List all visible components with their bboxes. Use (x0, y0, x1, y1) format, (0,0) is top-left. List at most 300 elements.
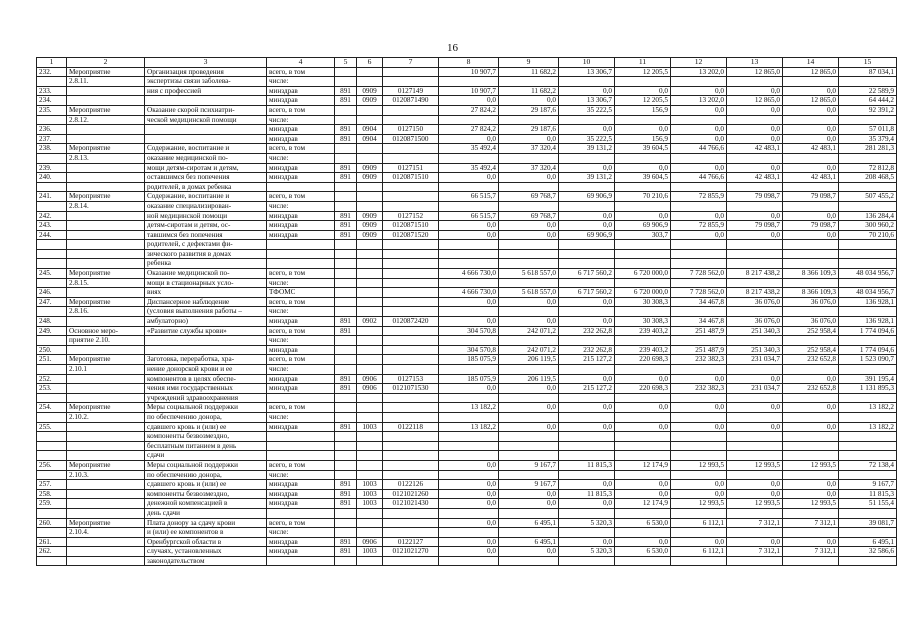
target-code-cell (383, 470, 439, 480)
year-amount-cell (559, 77, 615, 87)
target-code-cell: 0120871510 (383, 221, 439, 231)
year-amount-cell: 232 382,3 (671, 355, 727, 365)
target-code-cell: 0122127 (383, 537, 439, 547)
target-code-cell (383, 77, 439, 87)
measure-cell: 2.10.1 (67, 365, 145, 375)
measure-cell (67, 163, 145, 173)
year-amount-cell: 69 906,9 (559, 230, 615, 240)
measure-cell: 2.8.12. (67, 115, 145, 125)
table-row (37, 470, 897, 480)
column-number-cell: 10 (559, 58, 615, 68)
year-amount-cell (671, 451, 727, 461)
year-amount-cell (559, 249, 615, 259)
total-amount-cell (839, 365, 897, 375)
year-amount-cell: 251 487,9 (671, 326, 727, 336)
description-cell: зического развития в домах (145, 249, 267, 259)
measure-cell (67, 508, 145, 518)
year-amount-cell: 0,0 (615, 537, 671, 547)
year-amount-cell (615, 336, 671, 346)
measure-cell: 2.10.2. (67, 412, 145, 422)
description-cell: ной медицинской помощи (145, 211, 267, 221)
year-amount-cell (499, 278, 559, 288)
table-row (37, 556, 897, 566)
total-amount-cell (839, 412, 897, 422)
year-amount-cell: 12 993,5 (783, 499, 839, 509)
total-amount-cell: 9 167,7 (839, 480, 897, 490)
year-amount-cell: 0,0 (783, 125, 839, 135)
dept-code-cell (335, 192, 357, 202)
year-amount-cell (727, 115, 783, 125)
funding-source-cell: числе: (267, 365, 335, 375)
table-row (37, 125, 897, 135)
row-number-cell: 257. (37, 480, 67, 490)
description-cell: родителей, в домах ребенка (145, 182, 267, 192)
measure-cell: Мероприятие (67, 67, 145, 77)
year-amount-cell (727, 432, 783, 442)
row-number-cell: 247. (37, 297, 67, 307)
column-number-cell: 7 (383, 58, 439, 68)
year-amount-cell: 72 855,9 (671, 221, 727, 231)
column-number-cell: 9 (499, 58, 559, 68)
table-row (37, 336, 897, 346)
total-amount-cell: 11 815,3 (839, 489, 897, 499)
funding-source-cell (267, 240, 335, 250)
year-amount-cell: 0,0 (671, 211, 727, 221)
table-row (37, 153, 897, 163)
target-code-cell (383, 336, 439, 346)
row-number-cell (37, 153, 67, 163)
year-amount-cell: 0,0 (439, 489, 499, 499)
total-amount-cell: 136 928,1 (839, 297, 897, 307)
measure-cell (67, 393, 145, 403)
year-amount-cell: 232 382,3 (671, 384, 727, 394)
year-amount-cell (727, 393, 783, 403)
year-amount-cell: 0,0 (727, 163, 783, 173)
target-code-cell: 0121021270 (383, 547, 439, 557)
year-amount-cell (439, 336, 499, 346)
section-code-cell (357, 67, 383, 77)
year-amount-cell: 9 167,7 (499, 460, 559, 470)
row-number-cell: 261. (37, 537, 67, 547)
measure-cell (67, 451, 145, 461)
funding-source-cell: числе: (267, 307, 335, 317)
funding-source-cell: минздрав (267, 384, 335, 394)
year-amount-cell: 4 666 730,0 (439, 269, 499, 279)
description-cell: сдавшего кровь и (или) ее (145, 422, 267, 432)
measure-cell (67, 345, 145, 355)
total-amount-cell: 64 444,2 (839, 96, 897, 106)
description-cell: Меры социальной поддержки (145, 403, 267, 413)
year-amount-cell (671, 182, 727, 192)
year-amount-cell (727, 470, 783, 480)
year-amount-cell: 37 320,4 (499, 163, 559, 173)
total-amount-cell: 35 379,4 (839, 134, 897, 144)
target-code-cell (383, 115, 439, 125)
year-amount-cell (559, 528, 615, 538)
total-amount-cell (839, 528, 897, 538)
year-amount-cell: 0,0 (615, 125, 671, 135)
column-number-cell: 3 (145, 58, 267, 68)
total-amount-cell (839, 77, 897, 87)
year-amount-cell: 42 483,1 (727, 144, 783, 154)
section-code-cell (357, 307, 383, 317)
year-amount-cell (499, 249, 559, 259)
column-number-cell: 11 (615, 58, 671, 68)
year-amount-cell (439, 77, 499, 87)
row-number-cell: 248. (37, 317, 67, 327)
year-amount-cell (727, 307, 783, 317)
dept-code-cell: 891 (335, 86, 357, 96)
year-amount-cell: 35 222,5 (559, 134, 615, 144)
dept-code-cell (335, 297, 357, 307)
table-row (37, 297, 897, 307)
year-amount-cell (671, 259, 727, 269)
year-amount-cell (615, 259, 671, 269)
section-code-cell: 1003 (357, 480, 383, 490)
dept-code-cell: 891 (335, 317, 357, 327)
row-number-cell: 251. (37, 355, 67, 365)
measure-cell (67, 480, 145, 490)
funding-source-cell: числе: (267, 77, 335, 87)
year-amount-cell: 6 530,0 (615, 518, 671, 528)
year-amount-cell (671, 441, 727, 451)
year-amount-cell: 0,0 (615, 374, 671, 384)
row-number-cell (37, 182, 67, 192)
target-code-cell: 0120871490 (383, 96, 439, 106)
year-amount-cell (559, 201, 615, 211)
measure-cell (67, 384, 145, 394)
year-amount-cell (783, 451, 839, 461)
target-code-cell (383, 460, 439, 470)
year-amount-cell: 232 262,8 (559, 326, 615, 336)
year-amount-cell: 0,0 (615, 86, 671, 96)
description-cell: Организация проведения (145, 67, 267, 77)
section-code-cell (357, 269, 383, 279)
dept-code-cell (335, 307, 357, 317)
measure-cell: Мероприятие (67, 518, 145, 528)
target-code-cell: 0122118 (383, 422, 439, 432)
year-amount-cell: 215 127,2 (559, 355, 615, 365)
measure-cell (67, 221, 145, 231)
table-row (37, 259, 897, 269)
funding-source-cell: всего, в том (267, 192, 335, 202)
funding-source-cell: числе: (267, 470, 335, 480)
description-cell: сдачи (145, 451, 267, 461)
table-row (37, 345, 897, 355)
table-row (37, 134, 897, 144)
description-cell: Оказание скорой психиатри- (145, 105, 267, 115)
row-number-cell (37, 412, 67, 422)
year-amount-cell (439, 556, 499, 566)
description-cell: оставшимся без попечения (145, 173, 267, 183)
measure-cell (67, 259, 145, 269)
year-amount-cell: 6 495,1 (499, 518, 559, 528)
year-amount-cell: 0,0 (499, 96, 559, 106)
total-amount-cell: 281 281,3 (839, 144, 897, 154)
year-amount-cell: 36 076,0 (727, 317, 783, 327)
year-amount-cell: 0,0 (727, 86, 783, 96)
funding-source-cell: минздрав (267, 211, 335, 221)
table-row (37, 499, 897, 509)
funding-source-cell: минздрав (267, 547, 335, 557)
funding-source-cell: числе: (267, 336, 335, 346)
year-amount-cell (671, 393, 727, 403)
measure-cell: 2.10.3. (67, 470, 145, 480)
row-number-cell (37, 432, 67, 442)
year-amount-cell (559, 432, 615, 442)
description-cell: учреждений здравоохранения (145, 393, 267, 403)
dept-code-cell (335, 144, 357, 154)
description-cell: Заготовка, переработка, хра- (145, 355, 267, 365)
section-code-cell (357, 460, 383, 470)
funding-source-cell: всего, в том (267, 518, 335, 528)
year-amount-cell (499, 508, 559, 518)
funding-source-cell (267, 432, 335, 442)
table-row (37, 221, 897, 231)
measure-cell: Мероприятие (67, 460, 145, 470)
year-amount-cell: 6 495,1 (499, 537, 559, 547)
year-amount-cell (499, 77, 559, 87)
year-amount-cell (615, 556, 671, 566)
target-code-cell (383, 345, 439, 355)
target-code-cell (383, 556, 439, 566)
year-amount-cell: 0,0 (559, 480, 615, 490)
year-amount-cell: 5 320,3 (559, 547, 615, 557)
year-amount-cell (559, 556, 615, 566)
year-amount-cell: 232 652,8 (783, 384, 839, 394)
funding-source-cell: минздрав (267, 125, 335, 135)
measure-cell (67, 96, 145, 106)
description-cell: чения ими государственных (145, 384, 267, 394)
measure-cell (67, 134, 145, 144)
measure-cell: 2.8.13. (67, 153, 145, 163)
row-number-cell: 238. (37, 144, 67, 154)
measure-cell (67, 125, 145, 135)
table-row (37, 480, 897, 490)
year-amount-cell: 0,0 (559, 499, 615, 509)
year-amount-cell (783, 556, 839, 566)
funding-source-cell: минздрав (267, 499, 335, 509)
year-amount-cell (783, 240, 839, 250)
row-number-cell (37, 77, 67, 87)
column-number-cell: 15 (839, 58, 897, 68)
year-amount-cell (559, 153, 615, 163)
section-code-cell: 1003 (357, 499, 383, 509)
year-amount-cell: 7 312,1 (783, 518, 839, 528)
table-row (37, 547, 897, 557)
year-amount-cell (727, 556, 783, 566)
year-amount-cell (783, 336, 839, 346)
measure-cell (67, 182, 145, 192)
total-amount-cell: 13 182,2 (839, 422, 897, 432)
year-amount-cell: 12 865,0 (783, 96, 839, 106)
year-amount-cell: 42 483,1 (783, 173, 839, 183)
measure-cell: 2.8.16. (67, 307, 145, 317)
year-amount-cell: 7 312,1 (727, 518, 783, 528)
total-amount-cell (839, 259, 897, 269)
section-code-cell: 0909 (357, 96, 383, 106)
target-code-cell (383, 67, 439, 77)
table-row (37, 393, 897, 403)
dept-code-cell: 891 (335, 230, 357, 240)
year-amount-cell: 0,0 (439, 230, 499, 240)
table-row (37, 278, 897, 288)
year-amount-cell (439, 307, 499, 317)
year-amount-cell: 206 119,5 (499, 355, 559, 365)
year-amount-cell: 79 098,7 (727, 192, 783, 202)
section-code-cell (357, 144, 383, 154)
year-amount-cell: 44 766,6 (671, 144, 727, 154)
table-row (37, 105, 897, 115)
year-amount-cell (727, 182, 783, 192)
total-amount-cell (839, 240, 897, 250)
year-amount-cell (499, 451, 559, 461)
year-amount-cell: 72 855,9 (671, 192, 727, 202)
table-row (37, 201, 897, 211)
dept-code-cell: 891 (335, 499, 357, 509)
year-amount-cell (615, 307, 671, 317)
year-amount-cell (783, 441, 839, 451)
year-amount-cell: 5 320,3 (559, 518, 615, 528)
row-number-cell: 246. (37, 288, 67, 298)
measure-cell: Мероприятие (67, 144, 145, 154)
target-code-cell (383, 240, 439, 250)
year-amount-cell: 0,0 (499, 221, 559, 231)
dept-code-cell (335, 249, 357, 259)
funding-source-cell: минздрав (267, 489, 335, 499)
year-amount-cell: 27 824,2 (439, 125, 499, 135)
year-amount-cell (783, 528, 839, 538)
section-code-cell (357, 508, 383, 518)
table-row (37, 403, 897, 413)
year-amount-cell: 0,0 (615, 163, 671, 173)
row-number-cell (37, 508, 67, 518)
section-code-cell (357, 201, 383, 211)
year-amount-cell: 69 906,9 (615, 221, 671, 231)
column-number-cell: 6 (357, 58, 383, 68)
year-amount-cell: 12 865,0 (783, 67, 839, 77)
year-amount-cell (727, 77, 783, 87)
table-row (37, 192, 897, 202)
target-code-cell (383, 182, 439, 192)
year-amount-cell: 13 202,0 (671, 96, 727, 106)
year-amount-cell: 0,0 (727, 211, 783, 221)
column-number-cell: 12 (671, 58, 727, 68)
target-code-cell (383, 192, 439, 202)
row-number-cell (37, 470, 67, 480)
table-row (37, 317, 897, 327)
target-code-cell: 0121021430 (383, 499, 439, 509)
table-row (37, 96, 897, 106)
year-amount-cell: 0,0 (499, 547, 559, 557)
year-amount-cell: 0,0 (439, 96, 499, 106)
year-amount-cell: 232 262,8 (559, 345, 615, 355)
funding-source-cell: минздрав (267, 86, 335, 96)
dept-code-cell: 891 (335, 374, 357, 384)
dept-code-cell: 891 (335, 211, 357, 221)
funding-source-cell: числе: (267, 153, 335, 163)
target-code-cell: 0120871520 (383, 230, 439, 240)
measure-cell: 2.8.11. (67, 77, 145, 87)
funding-source-cell: всего, в том (267, 326, 335, 336)
year-amount-cell: 34 467,8 (671, 297, 727, 307)
description-cell: Диспансерное наблюдение (145, 297, 267, 307)
row-number-cell (37, 556, 67, 566)
year-amount-cell: 0,0 (615, 489, 671, 499)
dept-code-cell (335, 441, 357, 451)
dept-code-cell (335, 259, 357, 269)
section-code-cell: 0909 (357, 86, 383, 96)
year-amount-cell (559, 278, 615, 288)
year-amount-cell (727, 528, 783, 538)
year-amount-cell (559, 412, 615, 422)
row-number-cell: 258. (37, 489, 67, 499)
measure-cell: Мероприятие (67, 355, 145, 365)
total-amount-cell (839, 336, 897, 346)
funding-source-cell: минздрав (267, 537, 335, 547)
description-cell: Содержание, воспитание и (145, 144, 267, 154)
total-amount-cell: 32 586,6 (839, 547, 897, 557)
row-number-cell (37, 336, 67, 346)
year-amount-cell: 13 306,7 (559, 96, 615, 106)
year-amount-cell: 0,0 (783, 403, 839, 413)
total-amount-cell: 51 155,4 (839, 499, 897, 509)
year-amount-cell (783, 182, 839, 192)
table-row (37, 163, 897, 173)
description-cell: «Развитие службы крови» (145, 326, 267, 336)
funding-source-cell: минздрав (267, 345, 335, 355)
year-amount-cell: 11 682,2 (499, 86, 559, 96)
year-amount-cell (615, 115, 671, 125)
dept-code-cell (335, 412, 357, 422)
year-amount-cell (439, 441, 499, 451)
target-code-cell (383, 278, 439, 288)
year-amount-cell (783, 307, 839, 317)
total-amount-cell (839, 153, 897, 163)
row-number-cell (37, 451, 67, 461)
dept-code-cell (335, 508, 357, 518)
section-code-cell: 1003 (357, 422, 383, 432)
year-amount-cell (671, 528, 727, 538)
table-row (37, 77, 897, 87)
row-number-cell (37, 278, 67, 288)
year-amount-cell (671, 336, 727, 346)
measure-cell (67, 230, 145, 240)
year-amount-cell (671, 508, 727, 518)
year-amount-cell: 0,0 (783, 374, 839, 384)
total-amount-cell (839, 470, 897, 480)
dept-code-cell (335, 77, 357, 87)
measure-cell: Мероприятие (67, 269, 145, 279)
description-cell (145, 134, 267, 144)
year-amount-cell: 0,0 (499, 317, 559, 327)
year-amount-cell (439, 153, 499, 163)
target-code-cell (383, 432, 439, 442)
description-cell: по обеспечению донора, (145, 470, 267, 480)
year-amount-cell: 0,0 (559, 297, 615, 307)
target-code-cell (383, 393, 439, 403)
year-amount-cell (727, 259, 783, 269)
year-amount-cell: 0,0 (559, 422, 615, 432)
row-number-cell: 254. (37, 403, 67, 413)
year-amount-cell (499, 307, 559, 317)
year-amount-cell: 13 182,2 (439, 422, 499, 432)
year-amount-cell: 0,0 (499, 403, 559, 413)
year-amount-cell: 4 666 730,0 (439, 288, 499, 298)
year-amount-cell (671, 240, 727, 250)
row-number-cell (37, 259, 67, 269)
row-number-cell: 255. (37, 422, 67, 432)
